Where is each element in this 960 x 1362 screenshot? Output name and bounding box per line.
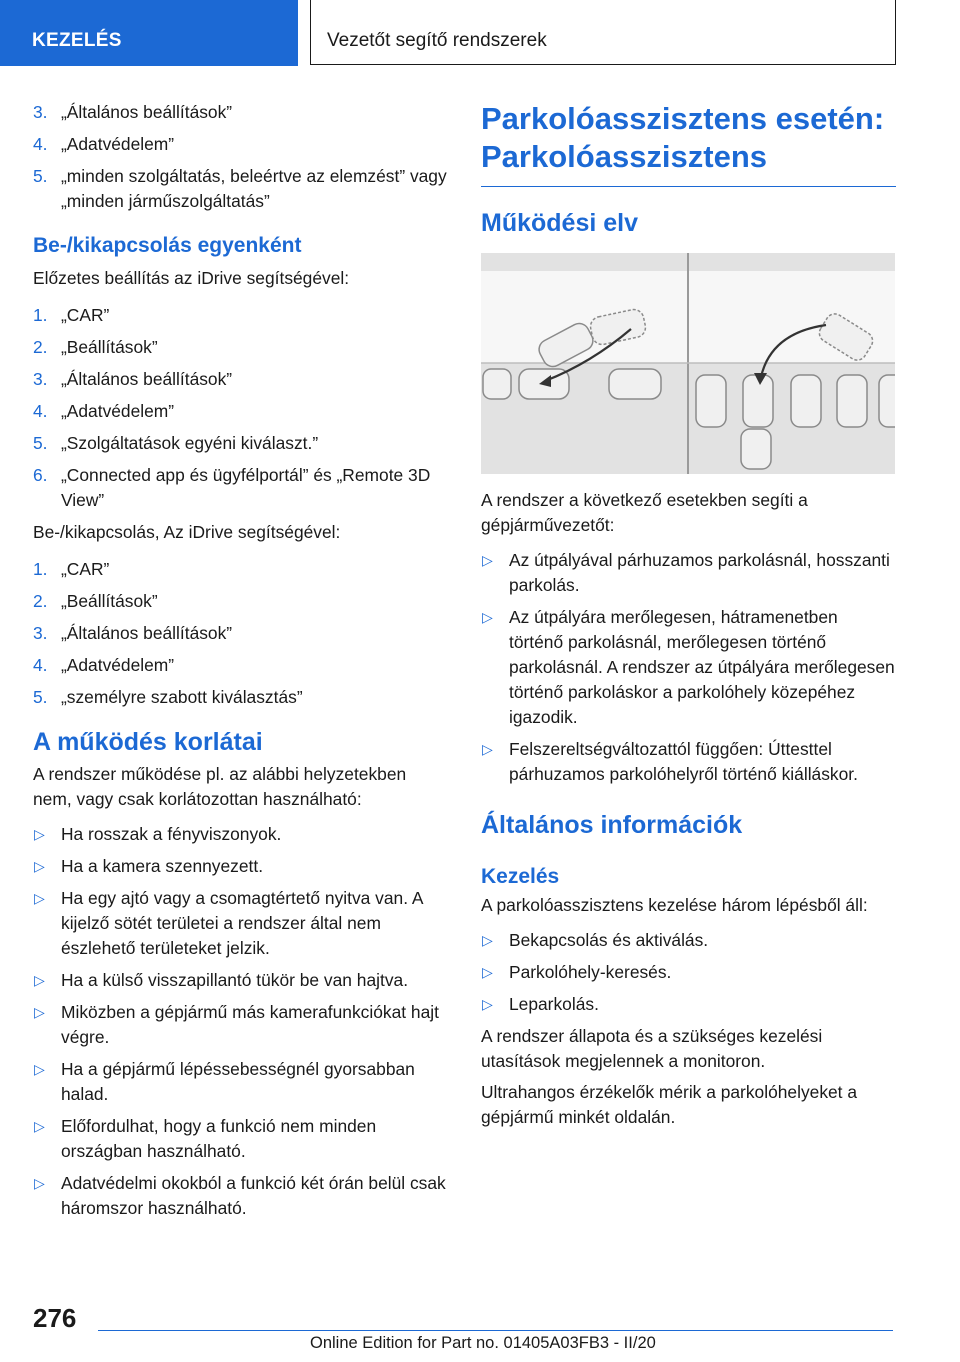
list-item: 3. „Általános beállítások” <box>33 369 233 389</box>
right-column <box>481 100 896 1136</box>
triangle-bullet-icon: ▷ <box>482 932 493 948</box>
list-item: ▷ Bekapcsolás és aktiválás. <box>481 928 896 953</box>
section-tab <box>0 0 298 66</box>
heading-onoff: Be-/kikapcsolás egyenként <box>33 234 302 257</box>
list-item: 5. „személyre szabott kiválasztás” <box>33 687 303 707</box>
section-label: KEZELÉS <box>32 30 122 51</box>
numbered-list-2 <box>33 303 448 513</box>
parking-illustration <box>481 253 895 474</box>
list-item: ▷ Az útpályára merőlegesen, hátramenetben történő parkolásnál, merőlegesen történő parkolásnál. A rendszer az útpályára merőlegesen történő parkoláskor a parkolóhely közepéhez igazodik. <box>482 607 895 727</box>
paragraph: Be-/kikapcsolás, Az iDrive segítségével: <box>33 522 341 542</box>
triangle-bullet-icon: ▷ <box>34 1061 45 1077</box>
paragraph: A rendszer működése pl. az alábbi helyzetekben nem, vagy csak korlátozottan használható: <box>33 764 407 809</box>
bullet-list-cases <box>481 548 896 787</box>
title-divider <box>481 186 896 187</box>
list-item: ▷ Ha rosszak a fényviszonyok. <box>33 822 448 847</box>
left-column <box>33 100 448 1228</box>
list-item: 3. „Általános beállítások” <box>33 623 233 643</box>
list-item: 4. „Adatvédelem” <box>33 134 175 154</box>
heading-operation: Kezelés <box>481 865 560 888</box>
chapter-tab <box>310 0 896 65</box>
list-item: 1. „CAR” <box>33 305 110 325</box>
triangle-bullet-icon: ▷ <box>482 964 493 980</box>
list-item: ▷ Ha a kamera szennyezett. <box>33 854 448 879</box>
bullet-list-limits <box>33 822 448 1221</box>
paragraph: A rendszer a következő esetekben segíti a gépjárművezetőt: <box>481 490 808 535</box>
list-item: ▷ Ha egy ajtó vagy a csomagtértető nyitva van. A kijelző sötét területei a rendszer által nem észlehető területeket jelzik. <box>34 888 423 958</box>
list-item: ▷ Leparkolás. <box>481 992 896 1017</box>
list-item: ▷ Miközben a gépjármű más kamerafunkciókat hajt végre. <box>34 1002 439 1047</box>
triangle-bullet-icon: ▷ <box>34 890 45 906</box>
list-item: ▷ Ha a külső visszapillantó tükör be van hajtva. <box>33 968 448 993</box>
list-item: 2. „Beállítások” <box>33 337 158 357</box>
list-item: ▷ Felszereltségváltozattól függően: Úttesttel párhuzamos parkolóhelyről történő kiálláskor. <box>482 739 858 784</box>
edition-note: Online Edition for Part no. 01405A03FB3 - II/20 <box>310 1334 656 1352</box>
paragraph: A rendszer állapota és a szükséges kezelési utasítások megjelennek a monitoron. <box>481 1026 823 1071</box>
triangle-bullet-icon: ▷ <box>34 972 45 988</box>
triangle-bullet-icon: ▷ <box>482 996 493 1012</box>
numbered-list-3 <box>33 557 448 710</box>
list-item: ▷ Adatvédelmi okokból a funkció két órán belül csak háromszor használható. <box>34 1173 446 1218</box>
list-item: 5. „Szolgáltatások egyéni kiválaszt.” <box>33 433 319 453</box>
triangle-bullet-icon: ▷ <box>34 1175 45 1191</box>
paragraph: A parkolóasszisztens kezelése három lépésből áll: <box>481 895 868 915</box>
footer-divider <box>98 1330 893 1331</box>
triangle-bullet-icon: ▷ <box>34 858 45 874</box>
list-item: 1. „CAR” <box>33 559 110 579</box>
triangle-bullet-icon: ▷ <box>34 1004 45 1020</box>
list-item: 4. „Adatvédelem” <box>33 401 175 421</box>
list-item: ▷ Ha a gépjármű lépéssebességnél gyorsabban halad. <box>34 1059 415 1104</box>
list-item: 4. „Adatvédelem” <box>33 655 175 675</box>
list-item: ▷ Parkolóhely-keresés. <box>481 960 896 985</box>
bullet-list-steps <box>481 928 896 1017</box>
list-item: 3. „Általános beállítások” <box>33 102 233 122</box>
list-item: 6. „Connected app és ügyfélportál” és „Remote 3D View” <box>33 465 431 510</box>
triangle-bullet-icon: ▷ <box>34 826 45 842</box>
heading-general: Általános információk <box>481 811 743 839</box>
list-item: ▷ Az útpályával párhuzamos parkolásnál, hosszanti parkolás. <box>482 550 890 595</box>
triangle-bullet-icon: ▷ <box>482 552 493 568</box>
heading-principle: Működési elv <box>481 209 638 237</box>
numbered-list-1 <box>33 100 448 214</box>
list-item: 2. „Beállítások” <box>33 591 158 611</box>
section-title: Parkolóasszisztens esetén: Parkolóasszisztens <box>481 101 885 174</box>
paragraph: Előzetes beállítás az iDrive segítségével: <box>33 268 350 288</box>
parking-diagram-svg <box>481 253 895 474</box>
triangle-bullet-icon: ▷ <box>34 1118 45 1134</box>
list-item: 5. „minden szolgáltatás, beleértve az elemzést” vagy „minden járműszolgáltatás” <box>33 166 447 211</box>
list-item: ▷ Előfordulhat, hogy a funkció nem minden országban használható. <box>34 1116 377 1161</box>
chapter-label: Vezetőt segítő rendszerek <box>327 30 547 51</box>
triangle-bullet-icon: ▷ <box>482 741 493 757</box>
paragraph: Ultrahangos érzékelők mérik a parkolóhelyeket a gépjármű minkét oldalán. <box>481 1082 858 1127</box>
heading-limits: A működés korlátai <box>33 728 263 756</box>
page-number: 276 <box>33 1303 77 1333</box>
triangle-bullet-icon: ▷ <box>482 609 493 625</box>
